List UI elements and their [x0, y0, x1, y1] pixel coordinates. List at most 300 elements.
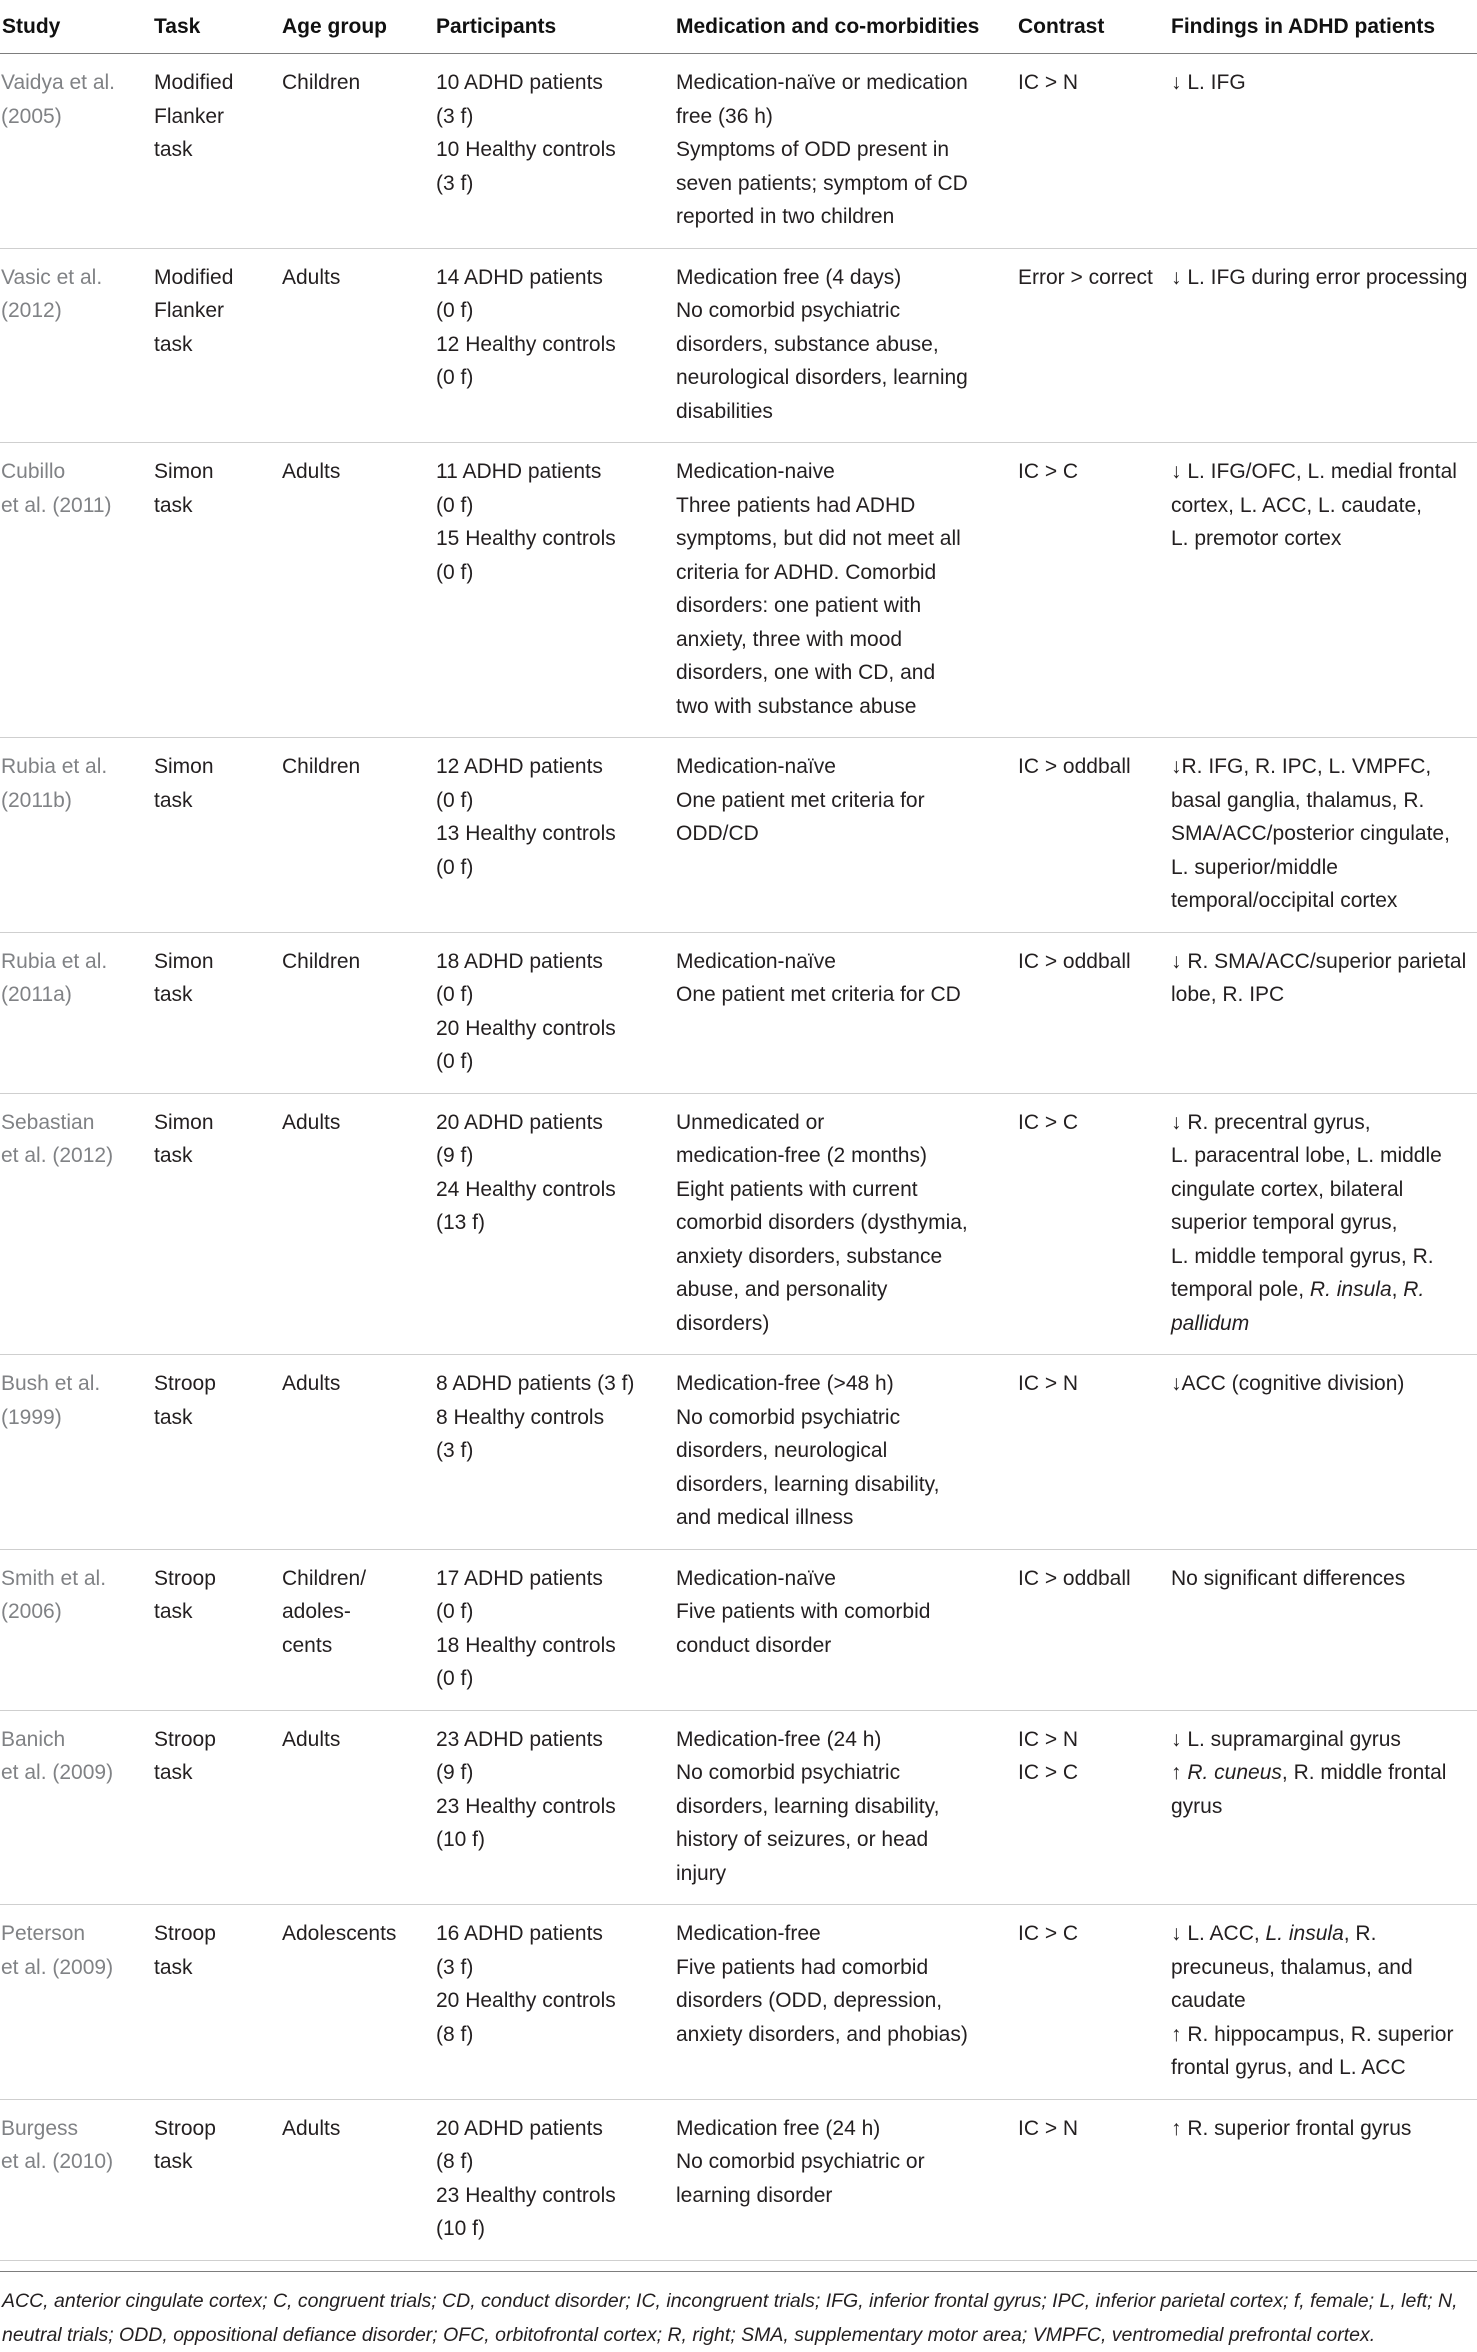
cell-line: 10 Healthy controls: [436, 138, 616, 161]
cell-line: (0 f): [436, 560, 474, 584]
cell-line: Children: [282, 949, 361, 973]
cell-line: L. paracentral lobe, L. middle: [1171, 1144, 1442, 1167]
age-group-cell: [279, 932, 433, 1093]
cell-line: No significant differences: [1171, 1566, 1406, 1590]
cell-line: ↓ R. precentral gyrus,: [1171, 1110, 1371, 1134]
cell-line: Children: [282, 755, 361, 778]
cell-line: (2006): [1, 1600, 62, 1623]
cell-line: IC > N: [1018, 71, 1079, 94]
cell-line: 20 Healthy controls: [436, 1016, 616, 1040]
findings-cell: [1168, 1355, 1477, 1550]
table-row: [0, 2099, 1477, 2260]
cell-line: Medication-naïve: [676, 949, 836, 973]
cell-line: anxiety disorders, and phobias): [676, 2022, 968, 2046]
cell-line: 12 Healthy controls: [436, 332, 616, 356]
cell-line: Adults: [282, 1372, 341, 1395]
header-participants: Participants: [433, 0, 673, 54]
cell-line: Stroop: [154, 1922, 216, 1945]
cell-line: disorders, substance abuse,: [676, 332, 939, 356]
cell-line: Smith et al.: [1, 1566, 107, 1590]
cell-line: (9 f): [436, 1144, 474, 1167]
table-row: [0, 738, 1477, 933]
medication-cell: [673, 248, 1015, 443]
header-study: Study: [0, 0, 151, 54]
cell-line: (0 f): [436, 855, 474, 879]
cell-line: symptoms, but did not meet all: [676, 527, 961, 550]
cell-line: Flanker: [154, 104, 225, 128]
cell-line: disorders (ODD, depression,: [676, 1989, 943, 2012]
cell-line: medication-free (2 months): [676, 1144, 927, 1167]
cell-line: ↓ L. supramarginal gyrus: [1171, 1727, 1401, 1751]
cell-line: history of seizures, or head: [676, 1828, 929, 1851]
cell-line: two with substance abuse: [676, 694, 917, 718]
cell-line: (0 f): [436, 1600, 474, 1623]
participants-cell: [433, 1093, 673, 1355]
cell-line: (2012): [1, 299, 62, 322]
cell-line: Unmedicated or: [676, 1110, 825, 1134]
cell-line: 17 ADHD patients: [436, 1566, 603, 1590]
cell-line: ↓R. IFG, R. IPC, L. VMPFC,: [1171, 755, 1432, 778]
task-cell: [151, 54, 279, 249]
cell-line: 16 ADHD patients: [436, 1922, 603, 1945]
cell-line: L. premotor cortex: [1171, 527, 1342, 550]
task-cell: [151, 1549, 279, 1710]
cell-line: 15 Healthy controls: [436, 527, 616, 550]
cell-line: task: [154, 788, 193, 812]
cell-line: Medication-naive: [676, 460, 835, 483]
cell-line: IC > C: [1018, 1110, 1079, 1134]
cell-line: Error > correct: [1018, 265, 1153, 289]
cell-line: disorders, learning disability,: [676, 1472, 940, 1496]
findings-cell: [1168, 2099, 1477, 2260]
cell-line: task: [154, 1405, 193, 1429]
cell-text: temporal pole,: [1171, 1278, 1305, 1301]
cell-line: free (36 h): [676, 104, 773, 128]
cell-line: 10 ADHD patients: [436, 71, 603, 94]
cell-line: learning disorder: [676, 2183, 833, 2207]
cell-line: task: [154, 138, 193, 161]
cell-line: ↑ R. hippocampus, R. superior: [1171, 2022, 1454, 2046]
cell-line: task: [154, 983, 193, 1006]
cell-line: 24 Healthy controls: [436, 1177, 616, 1201]
table-row: [0, 54, 1477, 249]
cell-line: 18 Healthy controls: [436, 1633, 616, 1657]
study-cell: [0, 54, 151, 249]
cell-line: abuse, and personality: [676, 1278, 888, 1301]
cell-line: anxiety, three with mood: [676, 627, 903, 651]
age-group-cell: [279, 2099, 433, 2260]
study-cell: [0, 932, 151, 1093]
cell-line: Adults: [282, 1110, 341, 1134]
cell-line: basal ganglia, thalamus, R.: [1171, 788, 1425, 812]
table-row: [0, 1710, 1477, 1905]
table-row: [0, 1093, 1477, 1355]
cell-text: , R.: [1343, 1922, 1377, 1945]
medication-cell: [673, 1549, 1015, 1710]
cell-line: Eight patients with current: [676, 1177, 918, 1201]
participants-cell: [433, 2099, 673, 2260]
cell-line: anxiety disorders, substance: [676, 1244, 943, 1268]
cell-line: Medication-free (>48 h): [676, 1372, 894, 1395]
cell-line: [1171, 1273, 1477, 1307]
study-cell: [0, 248, 151, 443]
cell-line: disorders, one with CD, and: [676, 661, 936, 684]
cell-line: 20 Healthy controls: [436, 1989, 616, 2012]
cell-line: (0 f): [436, 299, 474, 322]
cell-line: 23 ADHD patients: [436, 1727, 603, 1751]
cell-line: Simon: [154, 755, 214, 778]
contrast-cell: [1015, 1093, 1168, 1355]
participants-cell: [433, 932, 673, 1093]
contrast-cell: [1015, 54, 1168, 249]
cell-line: task: [154, 1144, 193, 1167]
age-group-cell: [279, 738, 433, 933]
age-group-cell: [279, 1710, 433, 1905]
cell-line: One patient met criteria for: [676, 788, 925, 812]
contrast-cell: [1015, 443, 1168, 738]
cell-line: Banich: [1, 1727, 66, 1751]
medication-cell: [673, 932, 1015, 1093]
participants-cell: [433, 443, 673, 738]
cell-line: Modified: [154, 71, 234, 94]
cell-line: IC > N: [1018, 1727, 1079, 1751]
cell-line: Burgess: [1, 2116, 79, 2140]
participants-cell: [433, 1710, 673, 1905]
cell-line: (10 f): [436, 2217, 486, 2240]
cell-line: (10 f): [436, 1828, 486, 1851]
contrast-cell: [1015, 1355, 1168, 1550]
participants-cell: [433, 54, 673, 249]
cell-line: comorbid disorders (dysthymia,: [676, 1211, 968, 1234]
cell-line: Adults: [282, 265, 341, 289]
cell-line: disorders, learning disability,: [676, 1794, 940, 1818]
cell-line: Stroop: [154, 1566, 216, 1590]
cell-line: reported in two children: [676, 205, 895, 228]
contrast-cell: [1015, 2099, 1168, 2260]
cell-line: Medication-naïve: [676, 1566, 836, 1590]
cell-line: Symptoms of ODD present in: [676, 138, 950, 161]
cell-line: Medication-naïve or medication: [676, 71, 968, 94]
cell-line: Five patients had comorbid: [676, 1955, 929, 1979]
cell-line: Vaidya et al.: [1, 71, 116, 94]
table-row: [0, 248, 1477, 443]
cell-line: Medication free (4 days): [676, 265, 902, 289]
contrast-cell: [1015, 248, 1168, 443]
cell-text: , R. middle frontal: [1281, 1761, 1447, 1784]
header-age-group: Age group: [279, 0, 433, 54]
cell-line: ↓ L. IFG/OFC, L. medial frontal: [1171, 460, 1457, 483]
cell-line: et al. (2012): [1, 1144, 114, 1167]
cell-line: IC > C: [1018, 1922, 1079, 1945]
cell-line: ↓ L. IFG during error processing: [1171, 265, 1468, 289]
cell-line: (8 f): [436, 2022, 474, 2046]
task-cell: [151, 1093, 279, 1355]
cell-line: ↓ACC (cognitive division): [1171, 1372, 1405, 1395]
contrast-cell: [1015, 1710, 1168, 1905]
age-group-cell: [279, 1093, 433, 1355]
cell-line: and medical illness: [676, 1506, 854, 1529]
task-cell: [151, 248, 279, 443]
cell-line: Three patients had ADHD: [676, 493, 916, 517]
cell-line: Stroop: [154, 1372, 216, 1395]
cell-text: ↓ L. ACC,: [1171, 1922, 1266, 1945]
age-group-cell: [279, 1549, 433, 1710]
header-contrast: Contrast: [1015, 0, 1168, 54]
cell-line: precuneus, thalamus, and: [1171, 1955, 1413, 1979]
cell-line: (0 f): [436, 493, 474, 517]
age-group-cell: [279, 1905, 433, 2100]
cell-line: No comorbid psychiatric or: [676, 2150, 925, 2173]
cell-line: Vasic et al.: [1, 265, 103, 289]
cell-line: frontal gyrus, and L. ACC: [1171, 2056, 1406, 2079]
medication-cell: [673, 738, 1015, 933]
cell-line: (2011a): [1, 983, 72, 1006]
study-cell: [0, 1549, 151, 1710]
cell-line: (0 f): [436, 983, 474, 1006]
cell-line: task: [154, 332, 193, 356]
cell-line: Stroop: [154, 2116, 216, 2140]
cell-line: Cubillo: [1, 460, 66, 483]
cell-line: ODD/CD: [676, 822, 759, 845]
cell-line: ↓ R. SMA/ACC/superior parietal: [1171, 949, 1467, 973]
cell-line: Adults: [282, 1727, 341, 1751]
cell-line: (3 f): [436, 1439, 474, 1462]
cell-line: 14 ADHD patients: [436, 265, 603, 289]
cell-line: cortex, L. ACC, L. caudate,: [1171, 493, 1422, 517]
cell-line: SMA/ACC/posterior cingulate,: [1171, 822, 1450, 845]
medication-cell: [673, 1355, 1015, 1550]
cell-line: (0 f): [436, 366, 474, 389]
cell-line: disabilities: [676, 399, 773, 423]
cell-line: disorders, neurological: [676, 1439, 888, 1462]
cell-line: 23 Healthy controls: [436, 2183, 616, 2207]
cell-line: et al. (2010): [1, 2150, 114, 2173]
cell-line: L. middle temporal gyrus, R.: [1171, 1244, 1434, 1268]
cell-line: neurological disorders, learning: [676, 366, 968, 389]
cell-line: No comorbid psychiatric: [676, 1405, 901, 1429]
findings-cell: [1168, 54, 1477, 249]
age-group-cell: [279, 248, 433, 443]
cell-line: 11 ADHD patients: [436, 460, 602, 483]
participants-cell: [433, 1549, 673, 1710]
participants-cell: [433, 248, 673, 443]
table-row: [0, 932, 1477, 1093]
cell-line: (2011b): [1, 788, 72, 812]
task-cell: [151, 1710, 279, 1905]
task-cell: [151, 1355, 279, 1550]
cell-line: ↓ L. IFG: [1171, 71, 1246, 94]
cell-line: (3 f): [436, 171, 474, 195]
cell-line: adoles-: [282, 1600, 351, 1623]
cell-line: task: [154, 1955, 193, 1979]
cell-line: IC > C: [1018, 1761, 1079, 1784]
medication-cell: [673, 1905, 1015, 2100]
cell-line: temporal/occipital cortex: [1171, 889, 1398, 912]
cell-line: cents: [282, 1633, 333, 1657]
cell-line: IC > oddball: [1018, 1566, 1131, 1590]
cell-line: Sebastian: [1, 1110, 95, 1134]
cell-line: caudate: [1171, 1989, 1246, 2012]
cell-line: 12 ADHD patients: [436, 755, 603, 778]
age-group-cell: [279, 1355, 433, 1550]
cell-line: (2005): [1, 104, 62, 128]
table-row: [0, 1355, 1477, 1550]
table-row: [0, 1905, 1477, 2100]
findings-cell: [1168, 738, 1477, 933]
cell-line: Medication-free: [676, 1922, 821, 1945]
age-group-cell: [279, 54, 433, 249]
medication-cell: [673, 1710, 1015, 1905]
findings-cell: [1168, 1093, 1477, 1355]
medication-cell: [673, 2099, 1015, 2260]
cell-line: task: [154, 1600, 193, 1623]
cell-line: IC > C: [1018, 460, 1079, 483]
italic-term: R. insula: [1309, 1278, 1392, 1301]
cell-line: Simon: [154, 1110, 214, 1134]
age-group-cell: [279, 443, 433, 738]
cell-line: cingulate cortex, bilateral: [1171, 1177, 1404, 1201]
task-cell: [151, 443, 279, 738]
cell-line: (3 f): [436, 1955, 474, 1979]
cell-line: Modified: [154, 265, 234, 289]
findings-cell: [1168, 1549, 1477, 1710]
header-findings: Findings in ADHD patients: [1168, 0, 1477, 54]
cell-line: Simon: [154, 949, 214, 973]
cell-line: (1999): [1, 1405, 62, 1429]
findings-cell: [1168, 1905, 1477, 2100]
cell-line: (8 f): [436, 2150, 474, 2173]
cell-line: One patient met criteria for CD: [676, 983, 961, 1006]
cell-line: Medication-free (24 h): [676, 1727, 882, 1751]
cell-line: Stroop: [154, 1727, 216, 1751]
cell-line: et al. (2009): [1, 1761, 114, 1784]
cell-line: No comorbid psychiatric: [676, 1761, 901, 1784]
cell-line: Adults: [282, 460, 341, 483]
medication-cell: [673, 54, 1015, 249]
cell-line: gyrus: [1171, 1794, 1223, 1818]
italic-term: L. insula: [1265, 1922, 1344, 1945]
cell-line: injury: [676, 1861, 727, 1885]
cell-line: IC > oddball: [1018, 949, 1131, 973]
cell-line: 20 ADHD patients: [436, 2116, 603, 2140]
task-cell: [151, 1905, 279, 2100]
cell-line: Simon: [154, 460, 214, 483]
task-cell: [151, 2099, 279, 2260]
cell-line: IC > N: [1018, 2116, 1079, 2140]
cell-line: 20 ADHD patients: [436, 1110, 603, 1134]
cell-line: L. superior/middle: [1171, 855, 1338, 879]
cell-line: Bush et al.: [1, 1372, 101, 1395]
table-body: [0, 54, 1477, 2261]
findings-cell: [1168, 932, 1477, 1093]
study-cell: [0, 443, 151, 738]
cell-line: (0 f): [436, 1050, 474, 1073]
cell-line: [1171, 1756, 1477, 1790]
findings-cell: [1168, 443, 1477, 738]
cell-line: Children: [282, 71, 361, 94]
cell-line: lobe, R. IPC: [1171, 983, 1285, 1006]
cell-line: (9 f): [436, 1761, 474, 1784]
cell-line: criteria for ADHD. Comorbid: [676, 560, 937, 584]
contrast-cell: [1015, 932, 1168, 1093]
participants-cell: [433, 1355, 673, 1550]
cell-line: (0 f): [436, 788, 474, 812]
cell-line: (3 f): [436, 104, 474, 128]
medication-cell: [673, 443, 1015, 738]
cell-line: Five patients with comorbid: [676, 1600, 931, 1623]
cell-line: et al. (2009): [1, 1955, 114, 1979]
cell-line: (13 f): [436, 1211, 486, 1234]
table-header-row: [0, 0, 1477, 54]
cell-text: ↑: [1171, 1761, 1188, 1784]
study-cell: [0, 738, 151, 933]
cell-line: task: [154, 493, 193, 517]
cell-line: conduct disorder: [676, 1633, 832, 1657]
study-cell: [0, 1905, 151, 2100]
contrast-cell: [1015, 1549, 1168, 1710]
cell-line: Rubia et al.: [1, 949, 108, 973]
cell-line: 13 Healthy controls: [436, 822, 616, 845]
study-cell: [0, 1710, 151, 1905]
table-row: [0, 1549, 1477, 1710]
cell-line: Adolescents: [282, 1922, 397, 1945]
study-cell: [0, 1355, 151, 1550]
study-cell: [0, 2099, 151, 2260]
cell-line: 18 ADHD patients: [436, 949, 603, 973]
study-cell: [0, 1093, 151, 1355]
cell-line: ↑ R. superior frontal gyrus: [1171, 2116, 1412, 2140]
italic-term: R. cuneus: [1187, 1761, 1282, 1784]
cell-line: task: [154, 2150, 193, 2173]
cell-line: Adults: [282, 2116, 341, 2140]
cell-line: et al. (2011): [1, 493, 112, 517]
cell-line: Medication-naïve: [676, 755, 836, 778]
task-cell: [151, 738, 279, 933]
header-medication: Medication and co-morbidities: [673, 0, 1015, 54]
cell-line: 8 Healthy controls: [436, 1405, 605, 1429]
participants-cell: [433, 1905, 673, 2100]
italic-term: pallidum: [1171, 1311, 1250, 1335]
cell-line: (0 f): [436, 1667, 474, 1690]
cell-line: Children/: [282, 1566, 367, 1590]
findings-cell: [1168, 248, 1477, 443]
cell-line: task: [154, 1761, 193, 1784]
table-row: [0, 443, 1477, 738]
cell-line: IC > N: [1018, 1372, 1079, 1395]
table-footnote: ACC, anterior cingulate cortex; C, congruent trials; CD, conduct disorder; IC, incongruent trials; IFG, inferior frontal gyrus; IPC, inferior parietal cortex; f, female; L, left; N, neutral trials; ODD, oppositional defiance disorder; OFC, orbitofrontal cortex; R, right; SMA, supplementary motor area; VMPFC, ventromedial prefrontal cortex.: [0, 2271, 1477, 2352]
cell-line: disorders): [676, 1311, 770, 1335]
cell-line: [1171, 1917, 1477, 1951]
cell-line: Peterson: [1, 1922, 86, 1945]
medication-cell: [673, 1093, 1015, 1355]
cell-line: seven patients; symptom of CD: [676, 171, 968, 195]
header-task: Task: [151, 0, 279, 54]
cell-line: No comorbid psychiatric: [676, 299, 901, 322]
cell-line: Rubia et al.: [1, 755, 108, 778]
task-cell: [151, 932, 279, 1093]
cell-line: superior temporal gyrus,: [1171, 1211, 1398, 1234]
cell-line: 8 ADHD patients (3 f): [436, 1372, 635, 1395]
cell-line: Medication free (24 h): [676, 2116, 881, 2140]
contrast-cell: [1015, 738, 1168, 933]
cell-line: Flanker: [154, 299, 225, 322]
italic-term: R.: [1403, 1278, 1425, 1301]
cell-text: ,: [1391, 1278, 1404, 1301]
cell-line: 23 Healthy controls: [436, 1794, 616, 1818]
participants-cell: [433, 738, 673, 933]
cell-line: disorders: one patient with: [676, 594, 922, 617]
findings-cell: [1168, 1710, 1477, 1905]
